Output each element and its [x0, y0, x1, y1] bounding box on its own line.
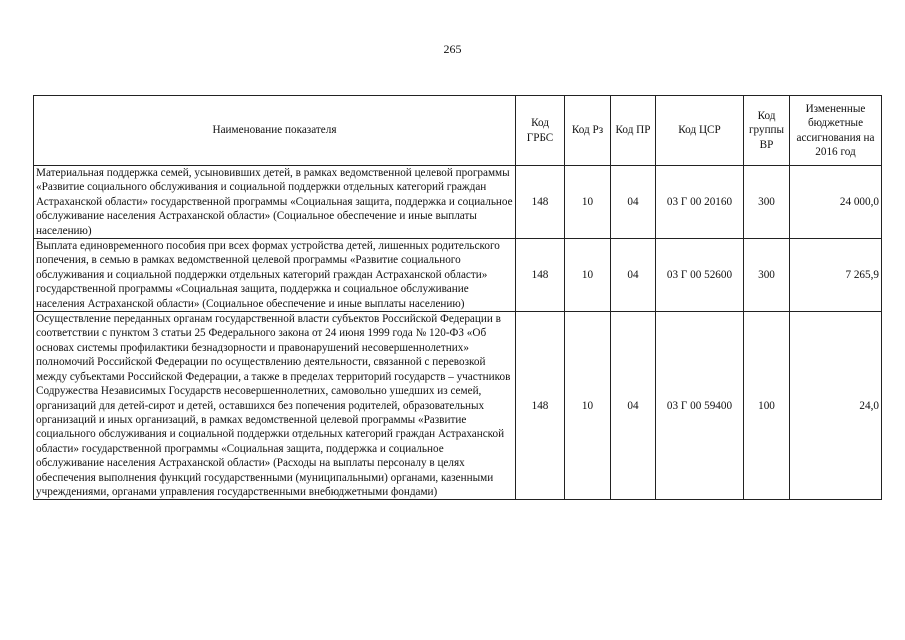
row-amount: 24 000,0: [790, 166, 882, 239]
row-csr: 03 Г 00 20160: [656, 166, 744, 239]
header-vr: Код группы ВР: [744, 96, 790, 166]
row-name: Выплата единовременного пособия при всех формах устройства детей, лишенных родительского попечения, в семью в рамках ведомственной целевой программы «Развитие социального обслуживания и социальной поддержки отдельных категорий граждан Астраханской области» государственной программы «Социальная защита, поддержка и социальное обслуживание населения Астраханской области» (Социальное обеспечение и иные выплаты населению): [34, 239, 516, 312]
row-vr: 300: [744, 239, 790, 312]
row-rz: 10: [565, 312, 611, 500]
header-grbs: Код ГРБС: [516, 96, 565, 166]
row-vr: 300: [744, 166, 790, 239]
row-grbs: 148: [516, 239, 565, 312]
table-row: [34, 239, 882, 312]
page-number: 265: [443, 42, 462, 56]
header-csr: Код ЦСР: [656, 96, 744, 166]
table-row: [34, 312, 882, 500]
row-amount: 7 265,9: [790, 239, 882, 312]
row-vr: 100: [744, 312, 790, 500]
row-grbs: 148: [516, 166, 565, 239]
row-name: Осуществление переданных органам государственной власти субъектов Российской Федерации в соответствии с пунктом 3 статьи 25 Федерального закона от 24 июня 1999 года № 120-ФЗ «Об основах системы профилактики безнадзорности и правонарушений несовершеннолетних» полномочий Российской Федерации по осуществлению деятельности, связанной с перевозкой между субъектами Российской Федерации, а также в пределах территорий государств – участников Содружества Независимых Государств несовершеннолетних, самовольно ушедших из семей, организаций для детей-сирот и детей, оставшихся без попечения родителей, образовательных организаций и иных организаций, в рамках ведомственной целевой программы «Развитие социального обслуживания и социальной поддержки отдельных категорий граждан Астраханской области» государственной программы «Социальная защита, поддержка и социальное обслуживание населения Астраханской области» (Расходы на выплаты персоналу в целях обеспечения выполнения функций государственными (муниципальными) органами, казенными учреждениями, органами управления государственными внебюджетными фондами): [34, 312, 516, 500]
table-header-row: [34, 96, 882, 166]
row-csr: 03 Г 00 59400: [656, 312, 744, 500]
row-grbs: 148: [516, 312, 565, 500]
row-pr: 04: [611, 312, 656, 500]
header-name: Наименование показателя: [34, 96, 516, 166]
table-row: [34, 166, 882, 239]
row-name: Материальная поддержка семей, усыновивших детей, в рамках ведомственной целевой программы «Развитие социального обслуживания и социальной поддержки отдельных категорий граждан Астраханской области» государственной программы «Социальная защита, поддержка и социальное обслуживание населения Астраханской области» (Социальное обеспечение и иные выплаты населению): [34, 166, 516, 239]
row-pr: 04: [611, 239, 656, 312]
row-rz: 10: [565, 166, 611, 239]
row-pr: 04: [611, 166, 656, 239]
header-rz: Код Рз: [565, 96, 611, 166]
row-amount: 24,0: [790, 312, 882, 500]
row-csr: 03 Г 00 52600: [656, 239, 744, 312]
header-pr: Код ПР: [611, 96, 656, 166]
budget-table: [33, 95, 882, 500]
row-rz: 10: [565, 239, 611, 312]
header-amount: Измененные бюджетные ассигнования на 2016 год: [790, 96, 882, 166]
